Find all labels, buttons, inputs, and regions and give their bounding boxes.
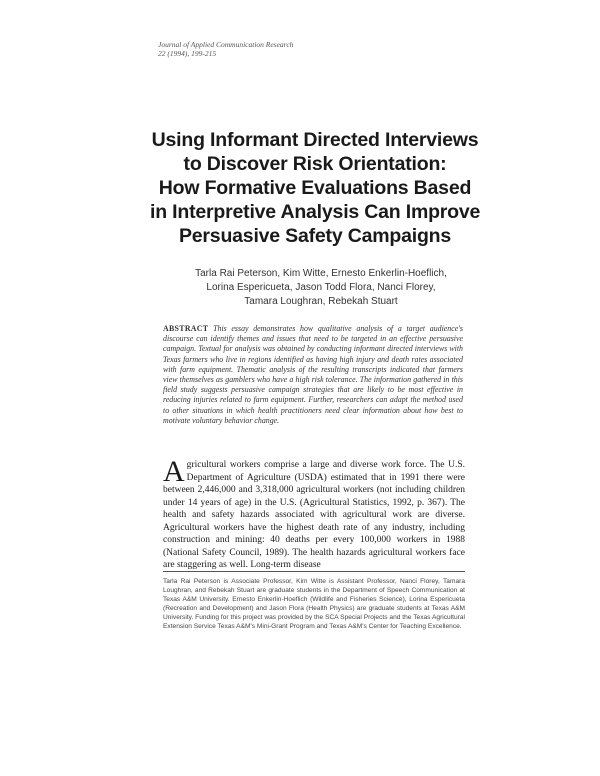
title-line: Persuasive Safety Campaigns [178,225,452,247]
footnote-divider [163,571,465,572]
author-line: Lorina Espericueta, Jason Todd Flora, Nanci Florey, [206,282,436,293]
journal-citation [158,40,293,58]
journal-volume: 22 (1994), 199-215 [158,49,217,58]
title-line: How Formative Evaluations Based [158,177,472,199]
article-title [150,128,480,248]
title-line: in Interpretive Analysis Can Improve [150,201,481,223]
author-list [190,267,452,309]
drop-cap: A [163,455,185,488]
author-line: Tarla Rai Peterson, Kim Witte, Ernesto Enkerlin-Hoeflich, [195,268,447,279]
author-line: Tamara Loughran, Rebekah Stuart [244,296,398,307]
body-text: gricultural workers comprise a large and diverse work force. The U.S. Department of Agriculture (USDA) estimated that in 1991 there were between 2,446,000 and 3,318,000 agricultural workers (not including children under 14 years of age) in the U.S. (Agricultural Statistics, 1992, p. 367). The health and safety hazards associated with agricultural work are diverse. Agricultural workers have the highest death rate of any industry, including construction and mining: 40 deaths per every 100,000 workers in 1988 (National Safety Council, 1989). The health hazards agricultural workers face are staggering as well. Long-term disease [163,460,465,570]
title-line: Using Informant Directed Interviews [151,129,479,151]
abstract [163,324,463,426]
abstract-label: ABSTRACT [163,324,209,333]
abstract-text: This essay demonstrates how qualitative analysis of a target audience's discourse can identify themes and issues that need to be targeted in an effective persuasive campaign. Textual for analysis was obtained by conducting informant directed interviews with Texas farmers who live in regions identified as having high injury and death rates associated with farm equipment. Thematic analysis of the resulting transcripts indicated that farmers view themselves as gamblers who have a high risk tolerance. The information gathered in this field study suggests persuasive campaign strategies that are likely to be most effective in reducing injuries related to farm equipment. Further, researchers can adapt the method used to other situations in which health practitioners need clear information about how best to motivate voluntary behavior change. [163,324,463,425]
title-line: to Discover Risk Orientation: [183,153,447,175]
journal-name: Journal of Applied Communication Research [158,40,294,49]
author-footnote: Tarla Rai Peterson is Associate Professor, Kim Witte is Assistant Professor, Nanci Florey, Tamara Loughran, and Rebekah Stuart are graduate students in the Department of Speech Communication at Texas A&M University. Ernesto Enkerlin-Hoeflich (Wildlife and Fisheries Science), Lorina Espericueta (Recreation and Development) and Jason Flora (Health Physics) are graduate students at Texas A&M University. Funding for this project was provided by the SCA Special Projects and the Texas Agricultural Extension Service Texas A&M's Mini-Grant Program and Texas A&M's Center for Teaching Excellence. [163,578,465,630]
body-paragraph [163,455,465,572]
